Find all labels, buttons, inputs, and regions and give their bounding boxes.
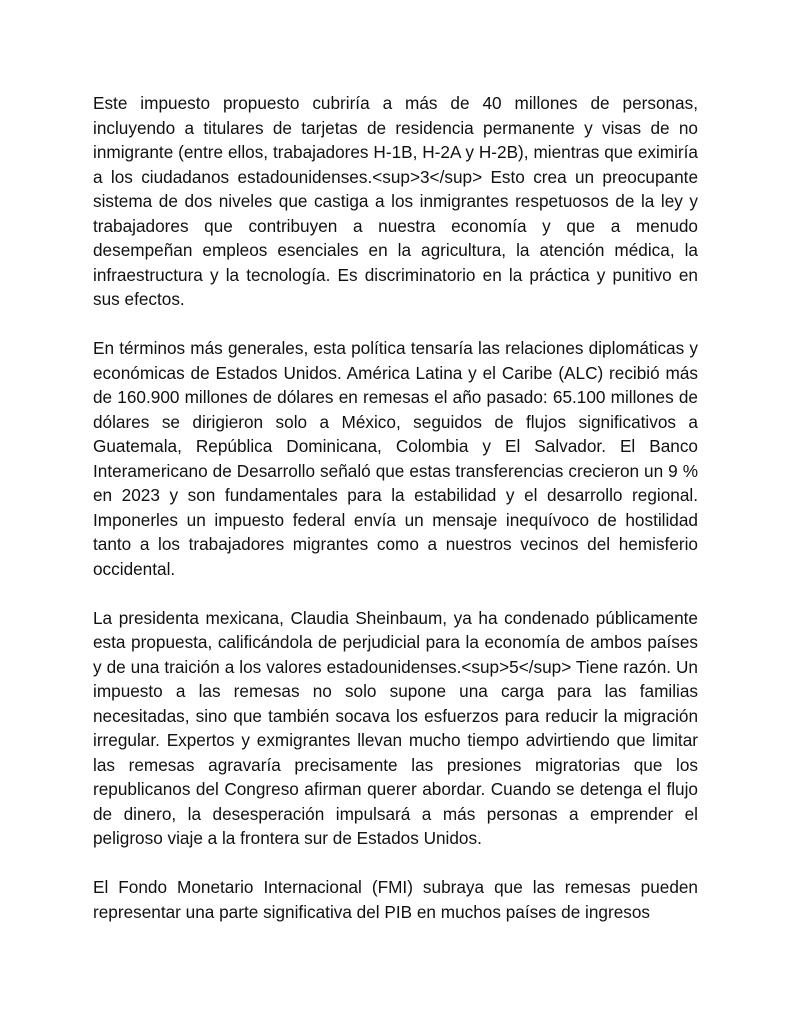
document-body xyxy=(93,91,698,949)
paragraph-2: En términos más generales, esta política tensaría las relaciones diplomáticas y económicas de Estados Unidos. América Latina y el Caribe (ALC) recibió más de 160.900 millones de dólares en remesas el año pasado: 65.100 millones de dólares se dirigieron solo a México, seguidos de flujos significativos a Guatemala, República Dominicana, Colombia y El Salvador. El Banco Interamericano de Desarrollo señaló que estas transferencias crecieron un 9 % en 2023 y son fundamentales para la estabilidad y el desarrollo regional. Imponerles un impuesto federal envía un mensaje inequívoco de hostilidad tanto a los trabajadores migrantes como a nuestros vecinos del hemisferio occidental. xyxy=(93,338,698,579)
paragraph-3: La presidenta mexicana, Claudia Sheinbaum, ya ha condenado públicamente esta propuesta, calificándola de perjudicial para la economía de ambos países y de una traición a los valores estadounidenses.<sup>5</sup> Tiene razón. Un impuesto a las remesas no solo supone una carga para las familias necesitadas, sino que también socava los esfuerzos para reducir la migración irregular. Expertos y exmigrantes llevan mucho tiempo advirtiendo que limitar las remesas agravaría precisamente las presiones migratorias que los republicanos del Congreso afirman querer abordar. Cuando se detenga el flujo de dinero, la desesperación impulsará a más personas a emprender el peligroso viaje a la frontera sur de Estados Unidos. xyxy=(93,607,698,848)
paragraph-4: El Fondo Monetario Internacional (FMI) subraya que las remesas pueden representar una parte significativa del PIB en muchos países de ingresos xyxy=(93,877,698,922)
paragraph-1: Este impuesto propuesto cubriría a más de 40 millones de personas, incluyendo a titulares de tarjetas de residencia permanente y visas de no inmigrante (entre ellos, trabajadores H-1B, H-2A y H-2B), mientras que eximiría a los ciudadanos estadounidenses.<sup>3</sup> Esto crea un preocupante sistema de dos niveles que castiga a los inmigrantes respetuosos de la ley y trabajadores que contribuyen a nuestra economía y que a menudo desempeñan empleos esenciales en la agricultura, la atención médica, la infraestructura y la tecnología. Es discriminatorio en la práctica y punitivo en sus efectos. xyxy=(93,93,698,309)
